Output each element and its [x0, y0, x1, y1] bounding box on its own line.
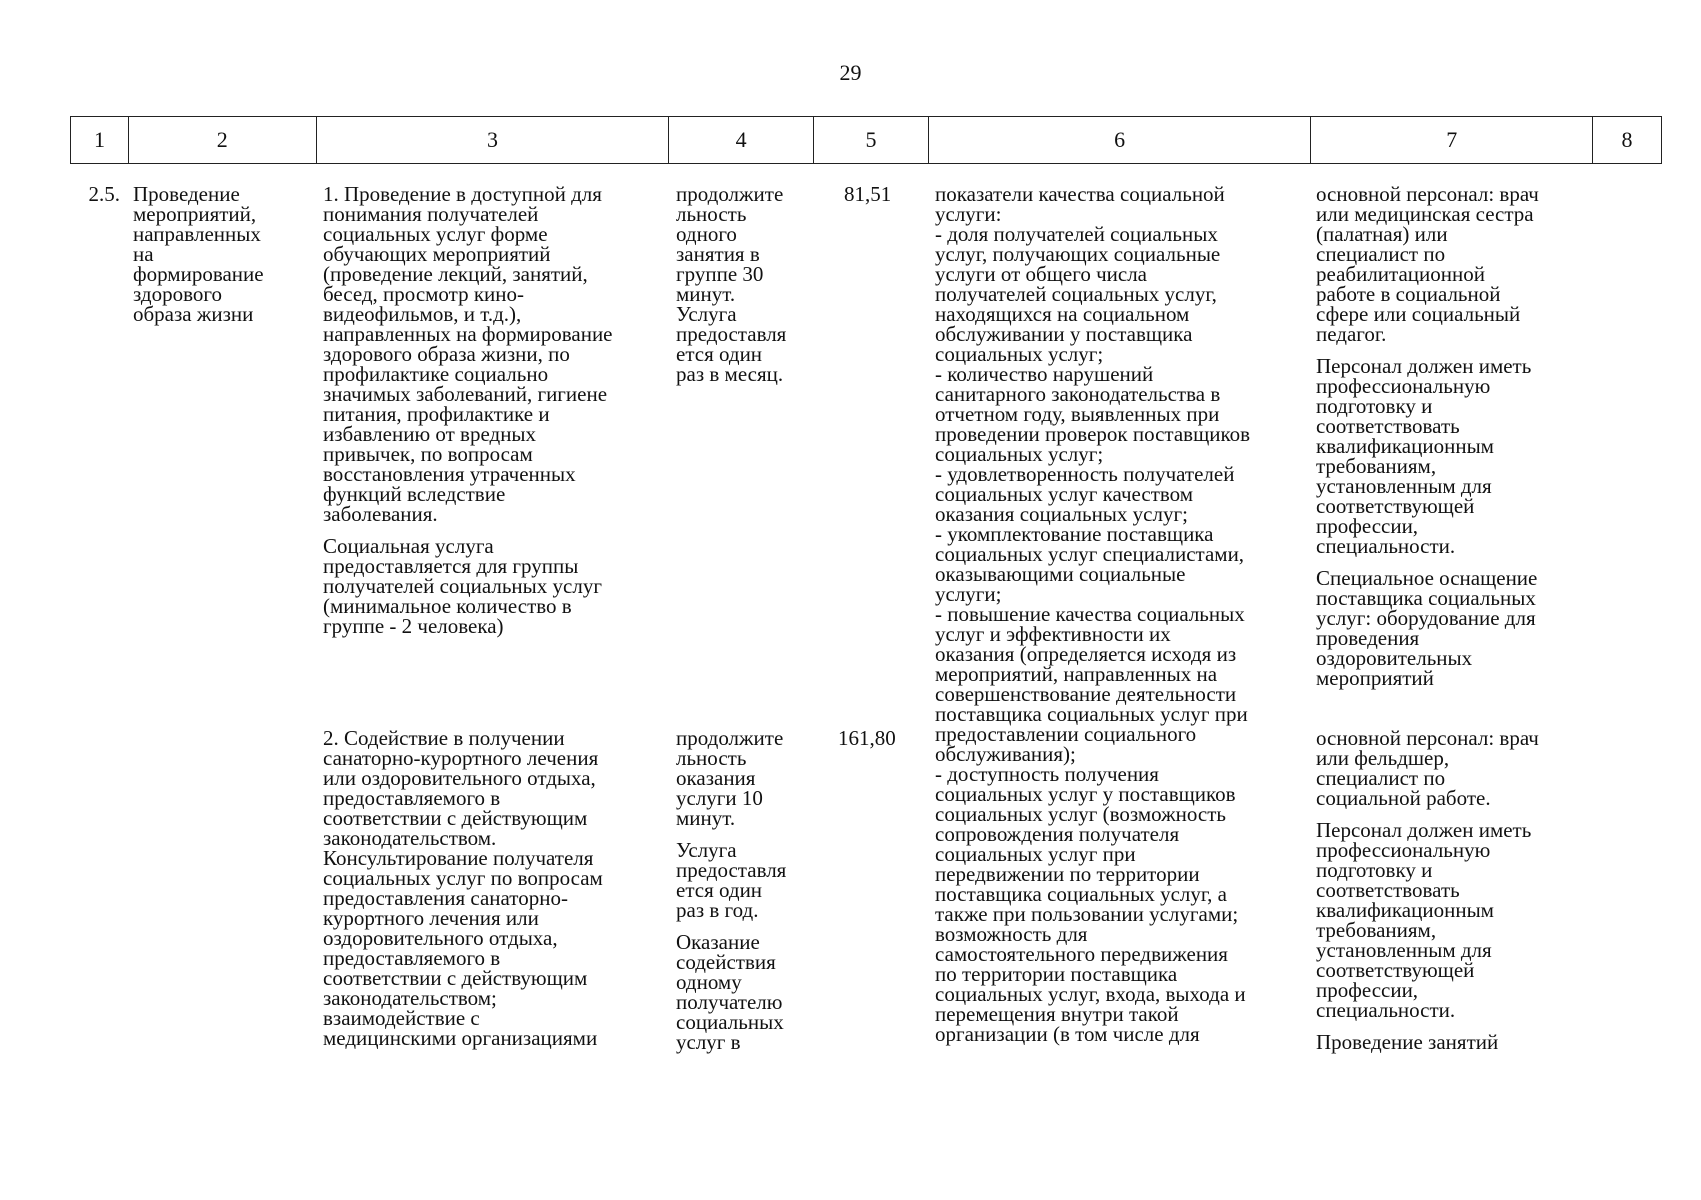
service2-price-text: 161,80 [838, 726, 896, 750]
service2-staff-para: основной персонал: врач или фельдшер, специалист по социальной работе. [1316, 726, 1539, 810]
header-col-8: 8 [1592, 117, 1661, 163]
service2-staff [1316, 728, 1596, 1064]
service2-term-para: Оказание содействия одному получателю социальных услуг в [676, 930, 784, 1054]
header-col-3: 3 [316, 117, 669, 163]
service-name [133, 184, 313, 336]
header-col-1: 1 [93, 127, 105, 152]
service1-desc-para: 1. Проведение в доступной для понимания получателей социальных услуг форме обучающих мероприятий (проведение лекций, занятий, бесед, просмотр кино- видеофильмов, и т.д.), направленных на формирование здорового образа жизни, по профилактике социально значимых заболеваний, гигиене питания, профилактике и избавлению от вредных привычек, по вопросам восстановления утраченных функций вследствие заболевания. [323, 182, 613, 526]
service-name-text: Проведение мероприятий, направленных на формирование здорового образа жизни [133, 182, 264, 326]
header-col-7: 7 [1310, 117, 1592, 163]
header-col-2: 2 [128, 117, 316, 163]
service2-term-para: продолжите льность оказания услуги 10 минут. [676, 726, 784, 830]
row-number [74, 184, 120, 216]
service2-staff-para: Проведение занятий [1316, 1030, 1499, 1054]
service2-description [323, 728, 668, 1060]
service1-price-text: 81,51 [844, 182, 892, 206]
header-col-6: 6 [928, 117, 1311, 163]
service1-term [676, 184, 816, 396]
service2-term-para: Услуга предоставля ется один раз в год. [676, 838, 787, 922]
service1-staff-para: Специальное оснащение поставщика социальных услуг: оборудование для проведения оздоровительных мероприятий [1316, 566, 1538, 690]
service2-term [676, 728, 816, 1064]
service1-staff-para: Персонал должен иметь профессиональную подготовку и соответствовать квалификационным требованиям, установленным для соответствующей профессии, специальности. [1316, 354, 1532, 558]
service1-price [844, 184, 934, 216]
service1-description [323, 184, 668, 648]
service1-staff [1316, 184, 1596, 700]
service2-desc-para: 2. Содействие в получении санаторно-курортного лечения или оздоровительного отдыха, предоставляемого в соответствии с действующим законодательством. Консультирование получателя социальных услуг по вопросам предоставления санаторно- курортного лечения или оздоровительного отдыха, предоставляемого в соответствии с действующим законодательством; взаимодействие с медицинскими организациями [323, 726, 603, 1050]
header-col-5: 5 [813, 117, 928, 163]
service1-desc-para: Социальная услуга предоставляется для группы получателей социальных услуг (минимальное количество в группе - 2 человека) [323, 534, 602, 638]
page-number: 29 [839, 60, 862, 85]
table-header [70, 116, 1662, 164]
service2-price [838, 728, 934, 760]
header-col-4: 4 [668, 117, 813, 163]
row-number-text: 2.5. [88, 182, 120, 206]
service1-term-para: продолжите льность одного занятия в группе 30 минут. Услуга предоставля ется один раз в месяц. [676, 182, 787, 386]
service1-staff-para: основной персонал: врач или медицинская сестра (палатная) или специалист по реабилитационной работе в социальной сфере или социальный педагог. [1316, 182, 1539, 346]
quality-indicators-text: показатели качества социальной услуги: - доля получателей социальных услуг, получающих социальные услуги от общего числа получателей социальных услуг, находящихся на социальном обслуживании у поставщика социальных услуг; - количество нарушений санитарного законодательства в отчетном году, выявленных при проведении проверок поставщиков социальных услуг; - удовлетворенность получателей социальных услуг качеством оказания социальных услуг; - укомплектование поставщика социальных услуг специалистами, оказывающими социальные услуги; - повышение качества социальных услуг и эффективности их оказания (определяется исходя из мероприятий, направленных на совершенствование деятельности поставщика социальных услуг при предоставлении социального обслуживания); - доступность получения социальных услуг у поставщиков социальных услуг (возможность сопровождения получателя социальных услуг при передвижении по территории поставщика социальных услуг, а также при пользовании услугами; возможность для самостоятельного передвижения по территории поставщика социальных услуг, входа, выхода и перемещения внутри такой организации (в том числе для [935, 182, 1251, 1046]
service2-staff-para: Персонал должен иметь профессиональную подготовку и соответствовать квалификационным требованиям, установленным для соответствующей профессии, специальности. [1316, 818, 1532, 1022]
quality-indicators [935, 184, 1310, 1056]
